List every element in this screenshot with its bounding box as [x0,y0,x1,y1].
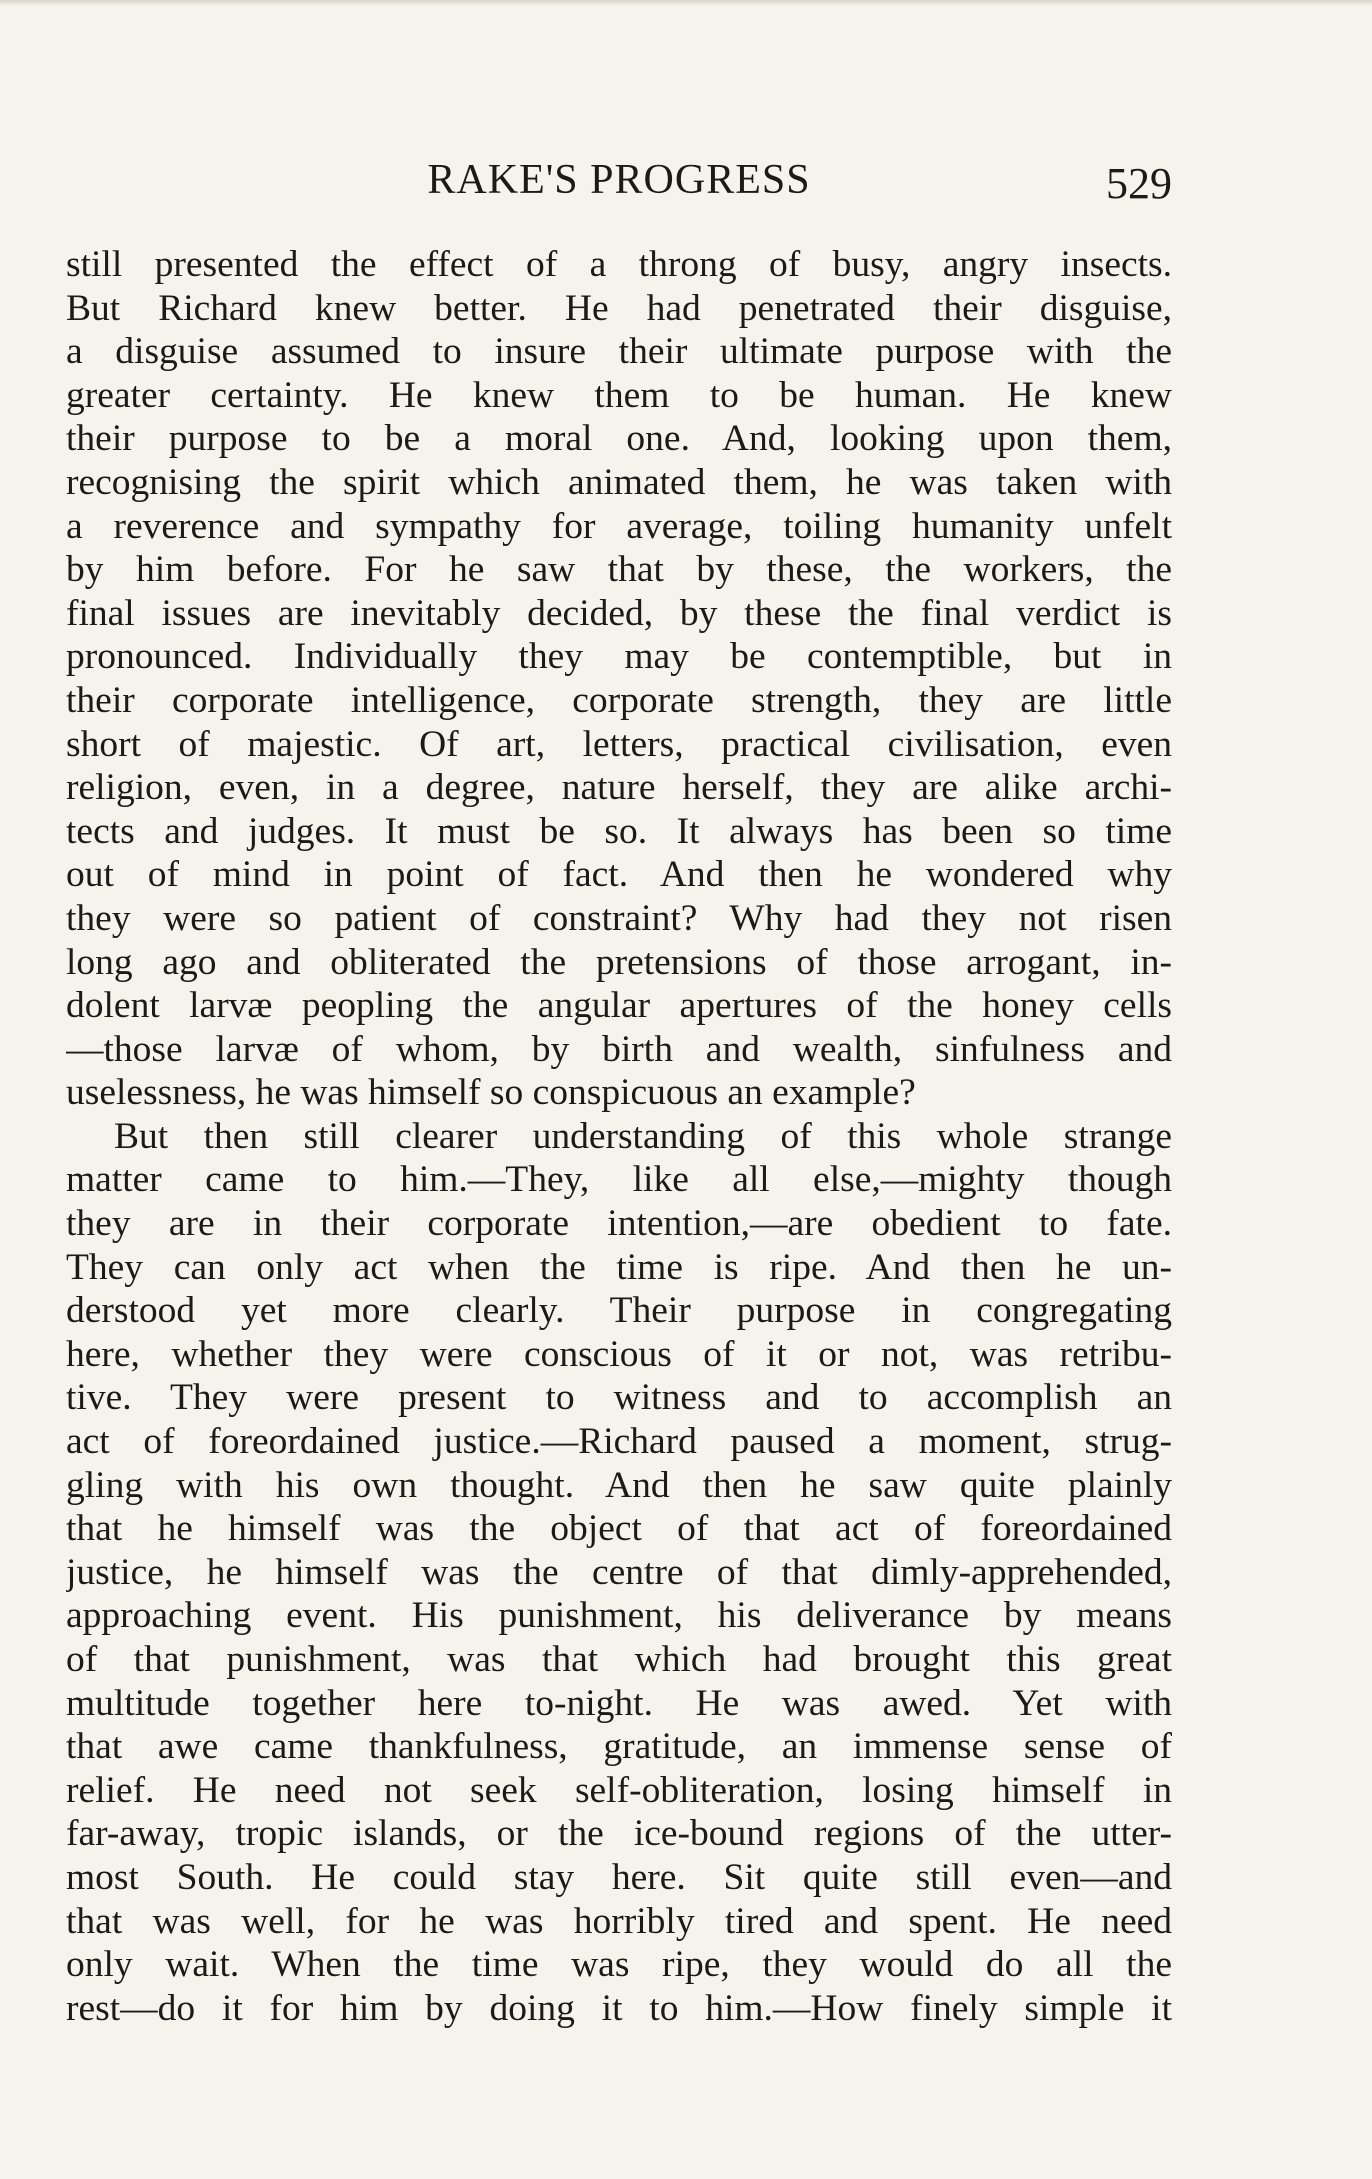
text-line: final issues are inevitably decided, by these the final verdict is [66,592,1172,634]
text-line: multitude together here to-night. He was awed. Yet with [66,1682,1172,1724]
text-line: they are in their corporate intention,—are obedient to fate. [66,1203,1172,1245]
text-line: of that punishment, was that which had brought this great [66,1639,1172,1680]
text-line: a disguise assumed to insure their ultimate purpose with the [66,331,1172,373]
text-line: religion, even, in a degree, nature herself, they are alike archi- [66,767,1172,809]
text-line: rest—do it for him by doing it to him.—How finely simple it [66,1987,1172,2029]
text-line: most South. He could stay here. Sit quite still even—and [66,1856,1172,1898]
text-line: still presented the effect of a throng of busy, angry insects. [66,244,1172,285]
scan-top-edge [0,0,1372,6]
text-line: tive. They were present to witness and to accomplish an [66,1377,1172,1419]
text-line: —those larvæ of whom, by birth and wealth, sinfulness and [66,1028,1172,1070]
text-line: gling with his own thought. And then he saw quite plainly [66,1464,1172,1506]
running-title: RAKE'S PROGRESS [427,157,811,203]
body-text [66,243,1172,2030]
text-line: They can only act when the time is ripe. And then he un- [66,1246,1172,1288]
text-line: tects and judges. It must be so. It always has been so time [66,810,1172,852]
text-line: out of mind in point of fact. And then he wondered why [66,854,1172,896]
text-line: far-away, tropic islands, or the ice-bound regions of the utter- [66,1813,1172,1855]
text-line: matter came to him.—They, like all else,—mighty though [66,1159,1172,1201]
text-line: they were so patient of constraint? Why had they not risen [66,897,1172,939]
text-line: their corporate intelligence, corporate strength, they are little [66,679,1172,721]
text-line: here, whether they were conscious of it or not, was retribu- [66,1333,1172,1375]
text-line: a reverence and sympathy for average, toiling humanity unfelt [66,505,1172,547]
text-line: that he himself was the object of that act of foreordained [66,1508,1172,1550]
text-line: their purpose to be a moral one. And, looking upon them, [66,418,1172,460]
text-line: approaching event. His punishment, his deliverance by means [66,1595,1172,1637]
text-line: But then still clearer understanding of this whole strange [114,1115,1172,1157]
text-line: long ago and obliterated the pretensions of those arrogant, in- [66,941,1172,983]
text-line: act of foreordained justice.—Richard paused a moment, strug- [66,1421,1172,1463]
text-line: relief. He need not seek self-obliteration, losing himself in [66,1769,1172,1811]
text-line: recognising the spirit which animated them, he was taken with [66,461,1172,503]
text-line: that awe came thankfulness, gratitude, an immense sense of [66,1726,1172,1768]
running-head [66,150,1172,210]
text-line: derstood yet more clearly. Their purpose in congregating [66,1290,1172,1332]
text-line: pronounced. Individually they may be contemptible, but in [66,636,1172,678]
text-line: that was well, for he was horribly tired and spent. He need [66,1900,1172,1942]
text-line: short of majestic. Of art, letters, practical civilisation, even [66,723,1172,765]
page-number: 529 [1106,159,1172,208]
paragraph-2 [66,1115,1172,2030]
text-line: greater certainty. He knew them to be human. He knew [66,374,1172,416]
text-line: justice, he himself was the centre of that dimly-apprehended, [66,1551,1172,1593]
text-line: uselessness, he was himself so conspicuous an example? [66,1072,916,1114]
paragraph-1 [66,243,1172,1115]
text-line: But Richard knew better. He had penetrated their disguise, [66,287,1172,329]
text-line: only wait. When the time was ripe, they would do all the [66,1944,1172,1986]
text-line: dolent larvæ peopling the angular apertures of the honey cells [66,985,1172,1027]
text-line: by him before. For he saw that by these, the workers, the [66,549,1172,591]
